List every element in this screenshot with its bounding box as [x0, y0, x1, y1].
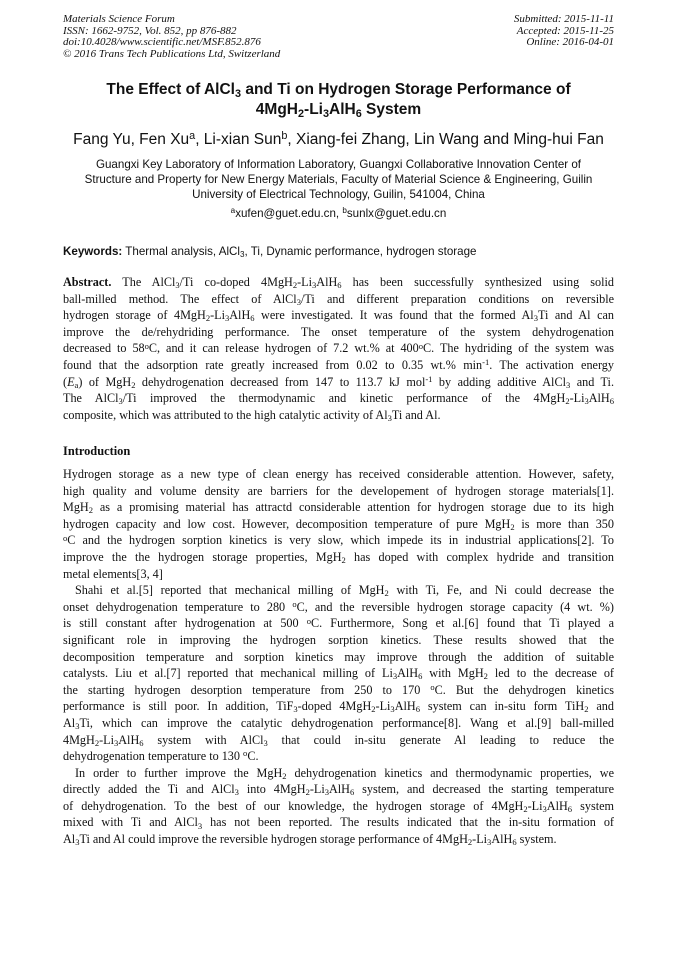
paragraph-line: metal elements[3, 4]	[63, 566, 163, 581]
paragraph-line: significant role in improving the hydrogen sorption kinetics. These results showed that the	[63, 632, 614, 647]
submitted-date: Submitted: 2015-11-11	[513, 13, 614, 25]
paragraph-line: of dehydrogenation. To the best of our knowledge, the hydrogen storage of $4MgH_2-Li_3AlH_6$ system	[63, 798, 614, 814]
paragraph-line: onset dehydrogenation temperature to 280 $^o$C, and the reversible hydrogen storage capacity (4 wt. %)	[63, 598, 614, 614]
paragraph-line: decomposition temperature and sorption kinetics may improve through the addition of suitable	[63, 649, 614, 664]
paragraph-line: hydrogen capacity and low cost. However, decomposition temperature of pure MgH$_2$ is more than 350	[63, 516, 614, 532]
abstract-line: decreased to 58$^o$C, and it can release hydrogen of 7.2 wt.% at 400$^o$C. The hydriding of the system was	[63, 340, 614, 356]
journal-name: Materials Science Forum	[63, 13, 175, 25]
journal-info	[63, 14, 280, 60]
author-list: Fang Yu, Fen Xu$^a$, Li-xian Sun$^b$, Xiang-fei Zhang, Lin Wang and Ming-hui Fan	[73, 130, 604, 148]
paragraph-line: mixed with Ti and AlCl$_3$ has not been reported. The results indicated that the in-situ formation of	[63, 815, 614, 831]
abstract	[63, 274, 614, 423]
title-line: The Effect of AlCl$_3$ and Ti on Hydrogen Storage Performance of	[106, 81, 571, 100]
author-emails: $^a$xufen@guet.edu.cn, $^b$sunlx@guet.edu.cn	[230, 206, 447, 220]
paragraph-line: catalysts. Liu et al.[7] reported that mechanical milling of $Li_3AlH_6$ with MgH$_2$ led to the decrease of	[63, 666, 614, 682]
paragraph-line: MgH$_2$ as a promising material has attractd considerable attention for hydrogen storage due to its high	[63, 500, 614, 516]
abstract-line: ball-milled method. The effect of AlCl$_3$/Ti and different preparation conditions on reversible	[63, 291, 614, 307]
abstract-line: hydrogen storage of $4MgH_2-Li_3AlH_6$ were investigated. It was found that the formed $Al_3Ti$ and Al can	[63, 308, 614, 324]
online-date: Online: 2016-04-01	[526, 36, 614, 49]
keywords-text: Thermal analysis, AlCl$_3$, Ti, Dynamic performance, hydrogen storage	[125, 245, 477, 260]
affiliation-line: Structure and Property for New Energy Materials, Faculty of Material Science & Engineering, Guilin	[84, 173, 593, 186]
submission-dates	[514, 14, 614, 49]
abstract-label: Abstract.	[63, 275, 112, 289]
paragraph-line: $Al_3Ti$ and Al could improve the reversible hydrogen storage performance of $4MgH_2-Li_3AlH_6$ system.	[63, 832, 557, 848]
affiliation	[63, 157, 614, 202]
abstract-line: improve the de/rehydriding performance. The onset temperature of the system dehydrogenation	[63, 324, 614, 339]
paragraph-line: the starting hydrogen desorption temperature from 250 to 170 $^o$C. But the dehydrogen kinetics	[63, 681, 614, 697]
abstract-line: The AlCl$_3$/Ti improved the thermodynamic and kinetic performance of the $4MgH_2-Li_3AlH_6$	[63, 391, 614, 407]
accepted-date: Accepted: 2015-11-25	[516, 24, 614, 37]
paragraph-line: $^o$C and the hydrogen sorption kinetics is very slow, which impede its in industrial applications[2]. To	[63, 532, 614, 548]
paragraph-line: $Al_3Ti$, which can improve the catalytic dehydrogenation performance[8]. Wang et al.[9] ball-milled	[63, 715, 614, 732]
paragraph-line: performance is still poor. In addition, TiF$_3$-doped $4MgH_2-Li_3AlH_6$ system can in-situ form TiH$_2$ and	[63, 699, 614, 715]
paragraph-line: $4MgH_2-Li_3AlH_6$ system with AlCl$_3$ that could in-situ generate Al leading to reduce the	[63, 732, 614, 748]
journal-issn: ISSN: 1662-9752, Vol. 852, pp 876-882	[63, 24, 237, 37]
abstract-line: composite, which was attributed to the high catalytic activity of $Al_3Ti$ and Al.	[63, 407, 441, 423]
paragraph-line: Shahi et al.[5] reported that mechanical milling of MgH$_2$ with Ti, Fe, and Ni could decrease the	[75, 583, 614, 599]
journal-copyright: © 2016 Trans Tech Publications Ltd, Switzerland	[63, 47, 281, 60]
paragraph-line: Hydrogen storage as a new type of clean energy has received considerable attention. However, safety,	[63, 467, 614, 481]
title-line: $4MgH_2-Li_3AlH_6$ System	[255, 101, 422, 120]
keywords-label: Keywords:	[63, 245, 123, 258]
section-heading-introduction: Introduction	[63, 444, 131, 458]
paper-title	[63, 80, 614, 120]
journal-doi: doi:10.4028/www.scientific.net/MSF.852.876	[63, 36, 261, 49]
paragraph-line: improve the the hydrogen storage properties, MgH$_2$ has doped with complex hydride and transition	[63, 549, 614, 566]
introduction-body	[63, 466, 614, 848]
paragraph-line: dehydrogenation temperature to 130 $^o$C.	[63, 748, 259, 764]
keywords	[63, 244, 614, 259]
affiliation-line: Guangxi Key Laboratory of Information Laboratory, Guangxi Collaborative Innovation Center of	[95, 158, 582, 171]
abstract-line: Abstract. The AlCl$_3$/Ti co-doped $4MgH_2-Li_3AlH_6$ has been successfully synthesized using solid	[63, 275, 614, 291]
paragraph-line: directly added the Ti and AlCl$_3$ into $4MgH_2-Li_3AlH_6$ system, and decreased the starting temperature	[63, 782, 614, 798]
abstract-line: $(E_a)$ of MgH$_2$ dehydrogenation decreased from 147 to 113.7 kJ mol$^{-1}$ by adding additive AlCl$_3$ and Ti.	[63, 373, 614, 390]
abstract-line: found that the adsorption rate greatly increased from 0.02 to 0.35 wt.% $\min^{-1}$. The activation energy	[63, 357, 614, 372]
affiliation-line: University of Electrical Technology, Guilin, 541004, China	[192, 188, 485, 201]
paragraph-line: is still constant after hydrogenation at 500 $^o$C. Furthermore, Song et al.[6] found that Ti played a	[63, 615, 614, 631]
paragraph-line: In order to further improve the MgH$_2$ dehydrogenation kinetics and thermodynamic properties, we	[75, 765, 614, 781]
paragraph-line: high quality and volume density are barriers for the developement of hydrogen storage materials[1].	[63, 483, 614, 498]
